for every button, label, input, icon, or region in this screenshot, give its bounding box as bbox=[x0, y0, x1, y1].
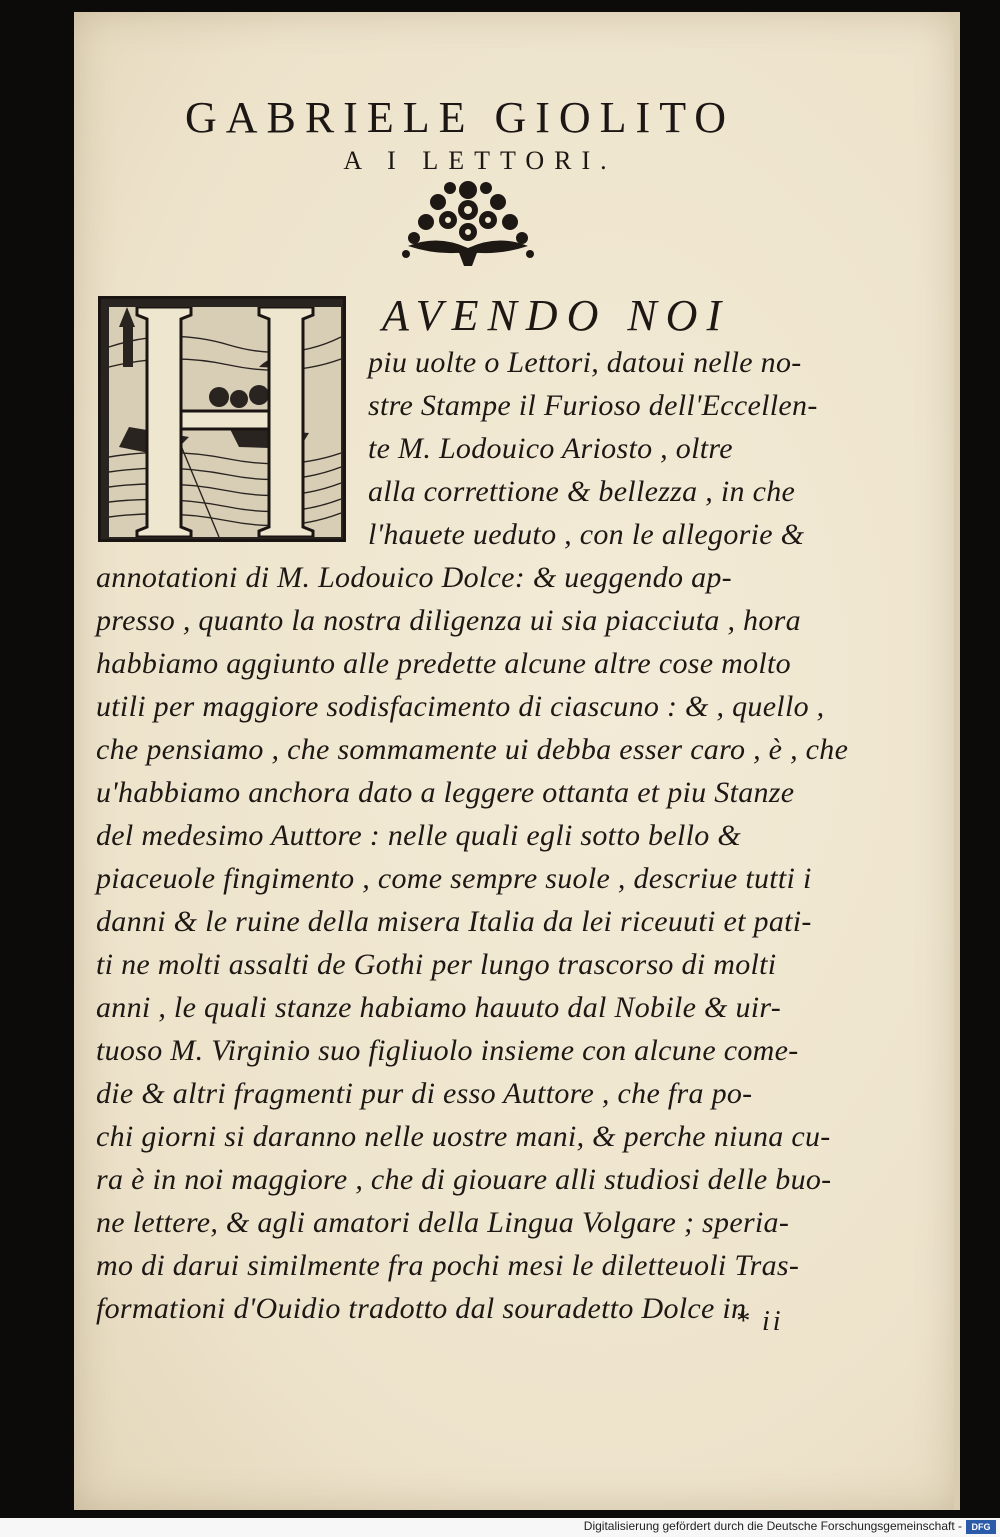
text-line: ne lettere, & agli amatori della Lingua Volgare ; speria- bbox=[96, 1206, 790, 1239]
text-line: tuoso M. Virginio suo figliuolo insieme con alcune come- bbox=[96, 1034, 799, 1067]
decorated-initial-h bbox=[98, 296, 346, 542]
text-line: formationi d'Ouidio tradotto dal souradetto Dolce in bbox=[96, 1292, 747, 1325]
text-line: piu uolte o Lettori, datoui nelle no- bbox=[368, 346, 802, 379]
funding-credit: Digitalisierung gefördert durch die Deutsche Forschungsgemeinschaft - bbox=[583, 1519, 962, 1533]
text-line: danni & le ruine della misera Italia da lei riceuuti et pati- bbox=[96, 905, 812, 938]
text-line: mo di darui similmente fra pochi mesi le diletteuoli Tras- bbox=[96, 1249, 800, 1282]
fleuron-ornament-icon bbox=[398, 176, 538, 268]
page-subtitle: A I LETTORI. bbox=[343, 146, 617, 175]
text-line: stre Stampe il Furioso dell'Eccellen- bbox=[368, 389, 818, 422]
text-line: alla correttione & bellezza , in che bbox=[368, 475, 796, 508]
dfg-logo-icon[interactable]: DFG bbox=[966, 1520, 996, 1534]
text-line: che pensiamo , che sommamente ui debba esser caro , è , che bbox=[96, 733, 849, 766]
text-line: u'habbiamo anchora dato a leggere ottanta et piu Stanze bbox=[96, 776, 795, 809]
text-line: habbiamo aggiunto alle predette alcune altre cose molto bbox=[96, 647, 791, 680]
text-line: anni , le quali stanze habiamo hauuto dal Nobile & uir- bbox=[96, 991, 782, 1024]
text-line: chi giorni si daranno nelle uostre mani, & perche niuna cu- bbox=[96, 1120, 831, 1153]
text-line: annotationi di M. Lodouico Dolce: & ueggendo ap- bbox=[96, 561, 732, 594]
opening-words: AVENDO NOI bbox=[382, 291, 731, 340]
text-line: del medesimo Auttore : nelle quali egli sotto bello & bbox=[96, 819, 741, 852]
text-line: ra è in noi maggiore , che di giouare alli studiosi delle buo- bbox=[96, 1163, 832, 1196]
footer-bar bbox=[0, 1518, 1000, 1537]
text-line: piaceuole fingimento , come sempre suole , descriue tutti i bbox=[96, 862, 812, 895]
text-line: ti ne molti assalti de Gothi per lungo trascorso di molti bbox=[96, 948, 777, 981]
text-line: presso , quanto la nostra diligenza ui sia piacciuta , hora bbox=[96, 604, 801, 637]
signature-mark: * ii bbox=[735, 1306, 784, 1337]
text-line: utili per maggiore sodisfacimento di ciascuno : & , quello , bbox=[96, 690, 825, 723]
woodcut-scene-icon bbox=[109, 307, 341, 537]
text-line: l'hauete ueduto , con le allegorie & bbox=[368, 518, 805, 551]
page-edge bbox=[954, 12, 960, 1510]
text-line: die & altri fragmenti pur di esso Auttore , che fra po- bbox=[96, 1077, 753, 1110]
text-line: te M. Lodouico Ariosto , oltre bbox=[368, 432, 733, 465]
page-title: GABRIELE GIOLITO bbox=[184, 93, 736, 142]
